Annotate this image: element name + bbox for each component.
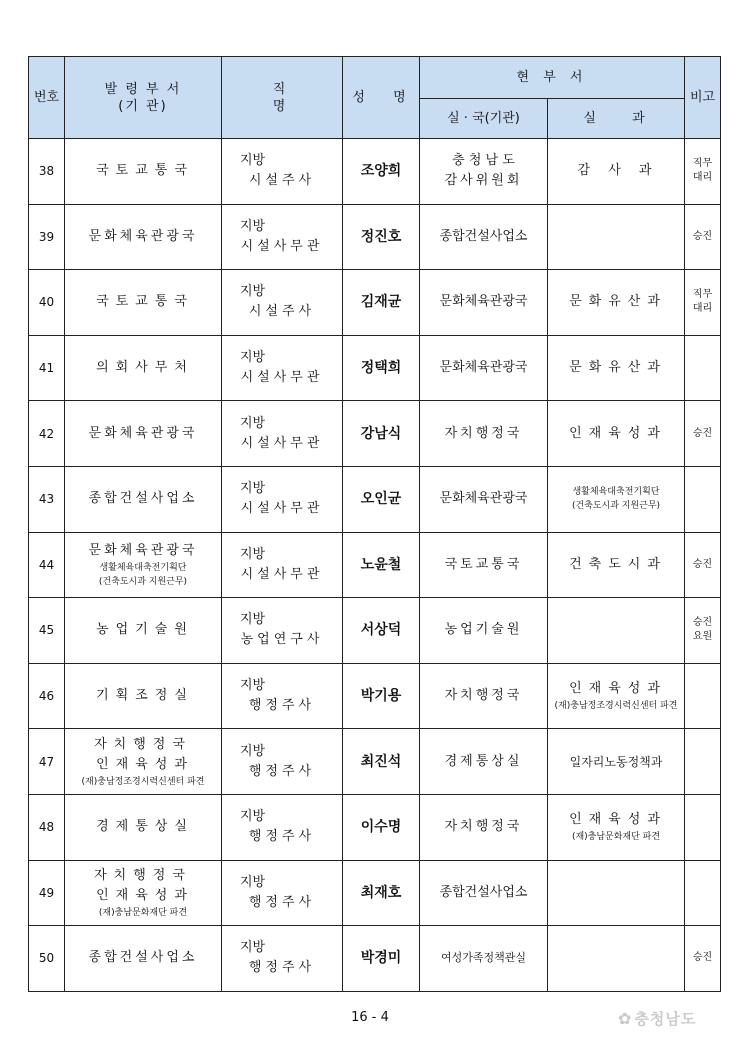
issuing-dept xyxy=(65,401,222,467)
person-name-text: 최재호 xyxy=(360,884,402,901)
position xyxy=(222,204,343,270)
row-number-text: 39 xyxy=(38,229,55,244)
position xyxy=(222,598,343,664)
person-name-text: 정진호 xyxy=(360,228,402,245)
person-name xyxy=(343,532,420,598)
current-office xyxy=(420,204,548,270)
table-row xyxy=(29,532,721,598)
office-text: 자치행정국 xyxy=(444,819,523,835)
person-name xyxy=(343,401,420,467)
remark-text-2: 대리 xyxy=(692,172,713,184)
dept-text: 국토교통국 xyxy=(96,163,194,179)
current-office xyxy=(420,466,548,532)
table-row xyxy=(29,204,721,270)
issuing-dept xyxy=(65,598,222,664)
row-number-text: 41 xyxy=(38,361,55,376)
position-bottom: 시설사무관 xyxy=(240,238,324,254)
person-name-text: 최진석 xyxy=(360,753,402,770)
header-remark: 비고 xyxy=(685,57,721,139)
remark xyxy=(685,926,721,992)
row-number-text: 43 xyxy=(38,492,55,507)
current-office xyxy=(420,598,548,664)
issuing-dept xyxy=(65,335,222,401)
division-text: 인재육성과 xyxy=(569,812,667,828)
office-text: 여성가족정책관실 xyxy=(440,951,526,965)
remark xyxy=(685,860,721,926)
office-text: 자치행정국 xyxy=(444,425,523,441)
office-text: 경제통상실 xyxy=(444,753,523,769)
position-top: 지방 xyxy=(240,218,266,234)
header-division: 실 과 xyxy=(548,99,685,139)
issuing-dept xyxy=(65,794,222,860)
dept-text: 자치행정국 xyxy=(94,867,192,883)
office-text: 종합건설사업소 xyxy=(439,228,528,244)
person-name-text: 이수명 xyxy=(360,819,402,836)
table-row xyxy=(29,401,721,467)
office-text: 문화체육관광국 xyxy=(439,491,528,507)
person-name-text: 박기용 xyxy=(360,688,402,705)
remark-text-2: 대리 xyxy=(692,303,713,315)
issuing-dept xyxy=(65,532,222,598)
division-text: 인재육성과 xyxy=(569,681,667,697)
current-division xyxy=(548,926,685,992)
dept-sub2-text: (건축도시과 지원근무) xyxy=(98,576,188,587)
position-bottom: 시설주사 xyxy=(248,304,316,320)
row-number-text: 40 xyxy=(38,295,55,310)
position xyxy=(222,335,343,401)
position xyxy=(222,532,343,598)
person-name xyxy=(343,270,420,336)
current-office xyxy=(420,860,548,926)
dept-text: 문화체육관광국 xyxy=(88,228,198,244)
current-division xyxy=(548,729,685,795)
issuing-dept xyxy=(65,204,222,270)
division-text: 일자리노동정책과 xyxy=(569,754,663,769)
person-name xyxy=(343,139,420,205)
header-name: 성 명 xyxy=(343,57,420,139)
row-number-text: 38 xyxy=(38,164,55,179)
row-number-text: 48 xyxy=(38,820,55,835)
row-number xyxy=(29,794,65,860)
division-text: 감 사 과 xyxy=(577,163,659,179)
current-division xyxy=(548,139,685,205)
row-number-text: 47 xyxy=(38,754,55,769)
row-number-text: 50 xyxy=(38,951,55,966)
remark xyxy=(685,401,721,467)
current-division xyxy=(548,663,685,729)
issuing-dept xyxy=(65,139,222,205)
remark-text: 승진 xyxy=(692,230,713,242)
table-row xyxy=(29,794,721,860)
row-number xyxy=(29,729,65,795)
current-office xyxy=(420,335,548,401)
office-text: 문화체육관광국 xyxy=(439,360,528,376)
table-row xyxy=(29,270,721,336)
position xyxy=(222,139,343,205)
position-top: 지방 xyxy=(240,350,266,366)
person-name-text: 정택희 xyxy=(360,360,402,377)
issuing-dept xyxy=(65,860,222,926)
row-number xyxy=(29,663,65,729)
dept-text: 국토교통국 xyxy=(96,294,194,310)
remark xyxy=(685,663,721,729)
table-row xyxy=(29,729,721,795)
office-text: 문화체육관광국 xyxy=(439,294,528,310)
current-division xyxy=(548,401,685,467)
row-number xyxy=(29,926,65,992)
position-bottom: 행정주사 xyxy=(248,894,316,910)
position xyxy=(222,794,343,860)
person-name-text: 오인균 xyxy=(360,491,402,508)
row-number-text: 46 xyxy=(38,689,55,704)
row-number xyxy=(29,204,65,270)
office-text: 자치행정국 xyxy=(444,688,523,704)
position-top: 지방 xyxy=(240,612,266,628)
current-division xyxy=(548,794,685,860)
position xyxy=(222,401,343,467)
dept-sub-text: 인재육성과 xyxy=(96,756,194,772)
current-division xyxy=(548,598,685,664)
position xyxy=(222,466,343,532)
current-division xyxy=(548,270,685,336)
row-number-text: 49 xyxy=(38,885,55,900)
current-division xyxy=(548,204,685,270)
person-name xyxy=(343,926,420,992)
position-bottom: 시설주사 xyxy=(248,173,316,189)
person-name-text: 서상덕 xyxy=(360,622,402,639)
current-office xyxy=(420,926,548,992)
current-office xyxy=(420,270,548,336)
dept-text: 경제통상실 xyxy=(96,819,194,835)
table-row xyxy=(29,139,721,205)
header-office-bureau: 실 · 국(기관) xyxy=(420,99,548,139)
remark-text: 승진 xyxy=(692,558,713,570)
position-bottom: 행정주사 xyxy=(248,763,316,779)
dept-text: 농업기술원 xyxy=(96,622,194,638)
current-office xyxy=(420,401,548,467)
current-division xyxy=(548,860,685,926)
issuing-dept xyxy=(65,729,222,795)
dept-text: 종합건설사업소 xyxy=(88,950,198,966)
division-text: 인재육성과 xyxy=(569,425,667,441)
table-row xyxy=(29,466,721,532)
position-top: 지방 xyxy=(240,481,266,497)
table-row xyxy=(29,663,721,729)
dept-sub-text: 생활체육대축전기획단 xyxy=(99,562,187,573)
row-number xyxy=(29,270,65,336)
header-current-dept: 현 부 서 xyxy=(420,57,685,99)
position-bottom: 행정주사 xyxy=(248,829,316,845)
remark xyxy=(685,204,721,270)
issuing-dept xyxy=(65,270,222,336)
remark xyxy=(685,794,721,860)
dept-sub2-text: (재)충남정조경시력신센터 파견 xyxy=(81,776,205,787)
person-name xyxy=(343,466,420,532)
remark xyxy=(685,466,721,532)
row-number xyxy=(29,466,65,532)
dept-text: 기획조정실 xyxy=(96,688,194,704)
person-name xyxy=(343,204,420,270)
personnel-table xyxy=(28,56,721,992)
person-name-text: 노윤철 xyxy=(360,556,402,573)
person-name xyxy=(343,663,420,729)
position-top: 지방 xyxy=(240,874,266,890)
position-top: 지방 xyxy=(240,153,266,169)
row-number xyxy=(29,532,65,598)
division-text-2: (재)충남문화재단 파견 xyxy=(571,832,661,843)
position xyxy=(222,860,343,926)
position-top: 지방 xyxy=(240,415,266,431)
position-bottom: 시설사무관 xyxy=(240,501,324,517)
person-name xyxy=(343,794,420,860)
division-text-2: (건축도시과 지원근무) xyxy=(571,501,661,512)
row-number xyxy=(29,139,65,205)
row-number-text: 42 xyxy=(38,426,55,441)
person-name-text: 조양희 xyxy=(360,163,402,180)
header-issuing-dept-line1: 발 령 부 서 xyxy=(104,81,182,97)
person-name-text: 박경미 xyxy=(360,950,402,967)
remark xyxy=(685,270,721,336)
office-text: 종합건설사업소 xyxy=(439,884,528,900)
division-text: 생활체육대축전기획단 xyxy=(572,487,660,498)
position xyxy=(222,270,343,336)
dept-text: 문화체육관광국 xyxy=(88,542,198,558)
issuing-dept xyxy=(65,466,222,532)
header-issuing-dept-line2: (기 관) xyxy=(118,98,168,114)
person-name xyxy=(343,598,420,664)
position-top: 지방 xyxy=(240,546,266,562)
current-office xyxy=(420,794,548,860)
remark xyxy=(685,598,721,664)
row-number xyxy=(29,598,65,664)
page-number: 16 - 4 xyxy=(351,1010,389,1025)
flower-icon: ✿ xyxy=(618,1009,633,1028)
watermark-logo xyxy=(618,1008,696,1029)
current-division xyxy=(548,335,685,401)
position xyxy=(222,663,343,729)
position xyxy=(222,926,343,992)
position-bottom: 시설사무관 xyxy=(240,370,324,386)
current-office xyxy=(420,139,548,205)
person-name xyxy=(343,335,420,401)
position-top: 지방 xyxy=(240,284,266,300)
dept-sub-text: 인재육성과 xyxy=(96,887,194,903)
position-bottom: 농업연구사 xyxy=(240,632,324,648)
dept-text: 종합건설사업소 xyxy=(88,491,198,507)
remark-text-2: 요원 xyxy=(692,631,713,643)
current-division xyxy=(548,466,685,532)
person-name-text: 김재균 xyxy=(360,294,402,311)
position-top: 지방 xyxy=(240,809,266,825)
logo-text: 충청남도 xyxy=(634,1010,697,1028)
issuing-dept xyxy=(65,663,222,729)
dept-text: 문화체육관광국 xyxy=(88,425,198,441)
row-number xyxy=(29,335,65,401)
table-row xyxy=(29,926,721,992)
current-office xyxy=(420,729,548,795)
remark-text: 승진 xyxy=(692,427,713,439)
header-position: 직 명 xyxy=(222,57,343,139)
office-text-2: 감사위원회 xyxy=(444,173,523,189)
table-row xyxy=(29,598,721,664)
header-no: 번호 xyxy=(29,57,65,139)
position-top: 지방 xyxy=(240,678,266,694)
dept-text: 자치행정국 xyxy=(94,736,192,752)
issuing-dept xyxy=(65,926,222,992)
header-issuing-dept xyxy=(65,57,222,139)
row-number xyxy=(29,860,65,926)
current-office xyxy=(420,663,548,729)
position-top: 지방 xyxy=(240,743,266,759)
current-office xyxy=(420,532,548,598)
row-number-text: 45 xyxy=(38,623,55,638)
position-bottom: 행정주사 xyxy=(248,960,316,976)
division-text-2: (재)충남정조경시력신센터 파견 xyxy=(554,701,678,712)
remark xyxy=(685,729,721,795)
position-top: 지방 xyxy=(240,940,266,956)
division-text: 문화유산과 xyxy=(569,294,667,310)
person-name-text: 강남식 xyxy=(360,425,402,442)
person-name xyxy=(343,729,420,795)
position-bottom: 시설사무관 xyxy=(240,566,324,582)
current-division xyxy=(548,532,685,598)
remark-text: 승진 xyxy=(692,952,713,964)
office-text: 농업기술원 xyxy=(444,622,523,638)
row-number-text: 44 xyxy=(38,557,55,572)
remark-text: 직무 xyxy=(692,158,713,170)
office-text: 충 청 남 도 xyxy=(452,153,515,169)
remark xyxy=(685,335,721,401)
person-name xyxy=(343,860,420,926)
remark-text: 승진 xyxy=(692,617,713,629)
table-row xyxy=(29,860,721,926)
position-bottom: 행정주사 xyxy=(248,698,316,714)
row-number xyxy=(29,401,65,467)
office-text: 국토교통국 xyxy=(444,556,523,572)
division-text: 건축도시과 xyxy=(569,556,667,572)
table-row xyxy=(29,335,721,401)
division-text: 문화유산과 xyxy=(569,360,667,376)
remark-text: 직무 xyxy=(692,289,713,301)
dept-text: 의회사무처 xyxy=(96,360,194,376)
remark xyxy=(685,139,721,205)
position xyxy=(222,729,343,795)
remark xyxy=(685,532,721,598)
position-bottom: 시설사무관 xyxy=(240,435,324,451)
dept-sub2-text: (재)충남문화재단 파견 xyxy=(98,907,188,918)
